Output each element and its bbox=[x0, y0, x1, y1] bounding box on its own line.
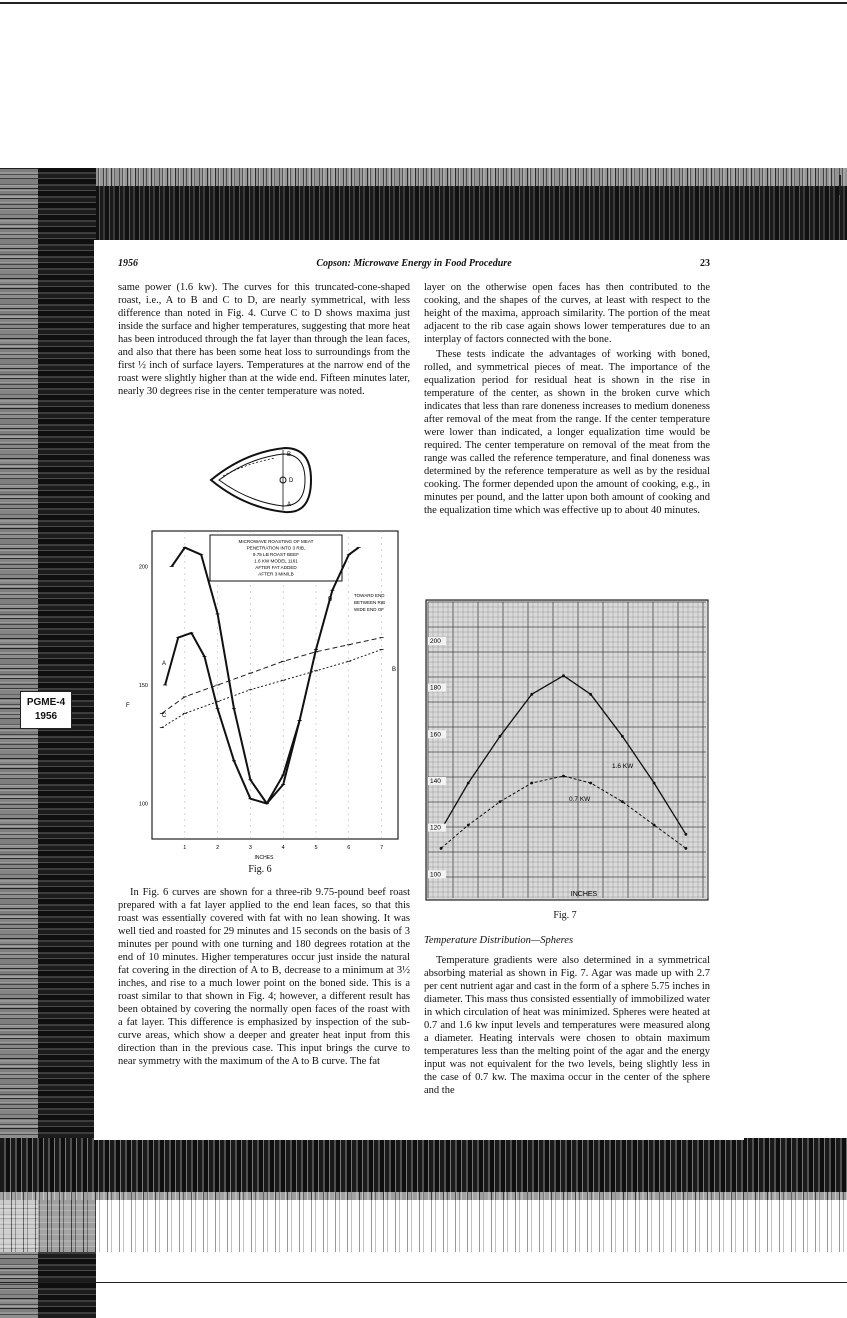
fig6-x-tick-label: 1 bbox=[183, 845, 187, 851]
fig7-series-label: 0.7 KW bbox=[569, 796, 591, 803]
header-page-number: 23 bbox=[700, 258, 710, 269]
fig7-chart bbox=[424, 598, 710, 904]
left-column-top bbox=[118, 281, 410, 398]
document-id-label bbox=[20, 691, 72, 729]
fig6-x-tick-label: 4 bbox=[281, 845, 285, 851]
fig6-y-unit: F bbox=[126, 703, 130, 709]
scan-border-bottom bbox=[0, 1138, 847, 1200]
fig6-side-note-line: BETWEEN RIB bbox=[354, 600, 386, 605]
fig6-side-note-line: TOWARD END bbox=[354, 593, 385, 598]
fig6-legend-line: 1.6 KW MODEL 1161 bbox=[254, 558, 298, 564]
diagram-label-a: A bbox=[287, 502, 292, 508]
left-column-bottom bbox=[118, 886, 410, 1068]
fig7-x-label: INCHES bbox=[570, 891, 598, 898]
fig6-point-label-d: D bbox=[328, 597, 333, 603]
fig6-legend-line: AFTER 3 MIN/LB bbox=[258, 571, 294, 577]
header-year: 1956 bbox=[118, 258, 138, 269]
fig7-y-tick-label: 120 bbox=[430, 824, 441, 832]
fig7-data-point bbox=[530, 782, 533, 785]
fig7-y-tick-label: 100 bbox=[430, 871, 441, 879]
right-column-bottom bbox=[424, 954, 710, 1097]
fig6-y-tick-label: 150 bbox=[138, 683, 148, 689]
fig6-legend-line: MICROWAVE ROASTING OF MEAT bbox=[238, 539, 314, 544]
paragraph: layer on the otherwise open faces has then contributed to the cooking, and the shapes of the curves, at least with respect to the height of the maxima, approach similarity. The portion of the meat adjacent to the rib case again shows lower temperatures due to an interplay of factors connected with the bone. bbox=[424, 282, 710, 345]
document-id-line2: 1956 bbox=[34, 711, 58, 722]
fig7-data-point bbox=[467, 782, 470, 785]
fig6-caption: Fig. 6 bbox=[248, 864, 272, 875]
fig6-x-ticks bbox=[183, 845, 383, 851]
roast-cross-section-diagram bbox=[205, 440, 315, 520]
right-column-top bbox=[424, 281, 710, 517]
fig6-y-ticks bbox=[139, 565, 148, 808]
fig6-point-label-b: B bbox=[392, 667, 397, 673]
fig7-data-point bbox=[440, 847, 443, 850]
fig7-y-tick-label: 180 bbox=[430, 684, 441, 692]
section-heading: Temperature Distribution—Spheres bbox=[424, 935, 574, 946]
fig6-y-tick-label: 100 bbox=[138, 801, 148, 808]
fig7-data-point bbox=[621, 800, 624, 803]
fig6-y-tick-label: 200 bbox=[138, 564, 148, 571]
fig7-data-point bbox=[684, 847, 687, 850]
header-title: Copson: Microwave Energy in Food Procedure bbox=[316, 258, 512, 269]
diagram-label-d: D bbox=[289, 478, 294, 484]
fig7-data-point bbox=[653, 824, 656, 827]
fig7-data-point bbox=[653, 782, 656, 785]
paragraph: These tests indicate the advantages of working with boned, rolled, and symmetrical pieces of meat. The importance of the equalization period for residual heat is shown in the rise in temperature of the center, as shown in the broken curve which indicates that less than rare doneness increases to medium doneness after removal of the meat from the range. If the center temperature were lower than indicated, a longer equalization time would be required. The center temperature on removal of the meat from the range was called the reference temperature, and final doneness was determined by the reference temperature as well as by the residual cooking. The former depended upon the amount of cooking, e.g., in minutes per pound, and the latter upon both amount of cooking and the equalization time which was effective up to about 40 minutes. bbox=[424, 349, 710, 516]
fig6-point-label-c: C bbox=[162, 713, 167, 719]
fig7-data-point bbox=[530, 693, 533, 696]
fig7-data-point bbox=[621, 735, 624, 738]
fig7-y-tick-label: 160 bbox=[430, 731, 441, 739]
scan-border-top-fade bbox=[0, 168, 847, 186]
fig7-data-point bbox=[684, 833, 687, 836]
document-id-line1: PGME-4 bbox=[26, 697, 66, 708]
fig7-series-label: 1.6 KW bbox=[612, 763, 634, 770]
fig6-x-tick-label: 5 bbox=[314, 845, 318, 851]
fig6-x-tick-label: 7 bbox=[380, 845, 384, 851]
fig6-legend-line: PENETRATION INTO 3 RIB, bbox=[246, 545, 306, 551]
fig6-legend-line: 9.75 LB ROAST BEEF bbox=[252, 552, 300, 557]
fig6-legend-line: AFTER FAT ADDED bbox=[255, 565, 297, 570]
fig6-x-tick-label: 3 bbox=[248, 845, 252, 851]
fig6-chart bbox=[118, 525, 408, 865]
fig7-data-point bbox=[499, 735, 502, 738]
scan-border-bottom-fade bbox=[0, 1192, 847, 1252]
right-edge-mark bbox=[839, 175, 841, 195]
paragraph: In Fig. 6 curves are shown for a three-rib 9.75-pound beef roast prepared with a fat layer applied to the end lean faces, so that this roast was essentially covered with fat with no lean showing. It was well tied and roasted for 29 minutes and 15 seconds on the basis of 3 minutes per pound with one turning and 180 degrees rotation at the end of 10 minutes. Higher temperatures occur just inside the natural fat covering in the direction of A to B, decrease to a minimum at 3½ inches, and rise to a much lower point on the boned side. This is a roast similar to that shown in Fig. 4; however, a different result has been obtained by covering the normally open faces of the roast with a fat layer. This difference is emphasized by inspection of the sub-curve areas, which show a deeper and greater heat input from this direction than in the previous case. This input brings the curve to near symmetry with the maximum of the A to B curve. The fat bbox=[118, 887, 410, 1067]
fig6-x-tick-label: 6 bbox=[347, 845, 351, 851]
fig6-point-label-a: A bbox=[162, 661, 167, 667]
paragraph: Temperature gradients were also determined in a symmetrical absorbing material as shown in Fig. 7. Agar was made up with 2.7 per cent nutrient agar and cast in the form of a sphere 5.75 inches in diameter. This mass thus consisted essentially of immobilized water in which circulation of heat was minimized. Spheres were heated at 0.7 and 1.6 kw input levels and temperatures were measured along a diameter. Heating intervals were chosen to obtain maximum temperatures less than the melting point of the agar and the energy input was not equivalent for the two levels, being slightly less in the case of 0.7 kw. The maxima occur in the center of the sphere and the bbox=[424, 955, 710, 1096]
fig7-data-point bbox=[562, 674, 565, 677]
paragraph: same power (1.6 kw). The curves for this truncated-cone-shaped roast, i.e., A to B and C to D, are nearly symmetrical, with less difference than noted in Fig. 4. Curve C to D shows maxima just inside the surface and higher temperatures, suggesting that more heat has been introduced through the fat layer than through the lean faces, and also that there has been some heat loss to surroundings from the first ½ inch of surface layers. Temperatures at the narrow end of the roast were slightly higher than at the wide end. Fifteen minutes later, nearly 30 degrees rise in the center temperature was noted. bbox=[118, 282, 410, 397]
fig7-y-tick-label: 140 bbox=[430, 778, 441, 785]
fig7-data-point bbox=[499, 800, 502, 803]
fig6-legend-box bbox=[210, 535, 342, 581]
fig6-x-tick-label: 2 bbox=[216, 845, 220, 851]
fig7-y-tick-label: 200 bbox=[430, 638, 441, 645]
fig7-data-point bbox=[589, 782, 592, 785]
fig7-caption: Fig. 7 bbox=[553, 910, 577, 921]
top-edge-line bbox=[0, 2, 847, 4]
fig6-x-label: INCHES bbox=[254, 855, 274, 861]
fig7-data-point bbox=[467, 824, 470, 827]
fig6-side-note-line: WIDE END OF bbox=[354, 607, 384, 612]
bottom-edge-line bbox=[0, 1282, 847, 1283]
fig7-data-point bbox=[562, 775, 565, 778]
fig6-side-note bbox=[354, 593, 385, 612]
fig7-data-point bbox=[589, 693, 592, 696]
running-header bbox=[118, 258, 710, 274]
diagram-label-b: B bbox=[287, 452, 292, 458]
